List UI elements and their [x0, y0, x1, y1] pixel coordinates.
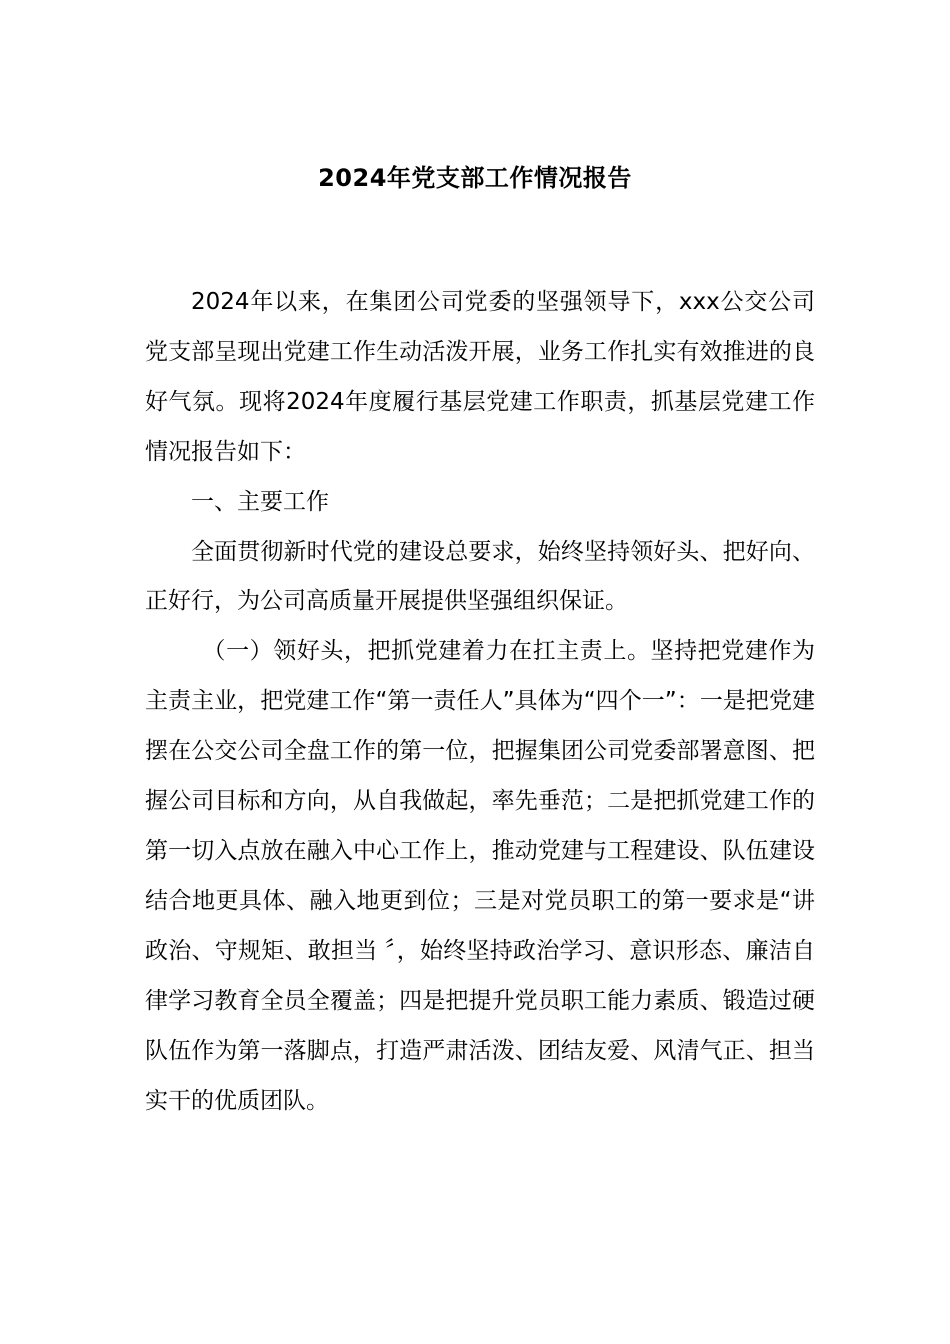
document-title: 2024年党支部工作情况报告 [318, 164, 632, 192]
paragraph-subsection-one: （一）领好头，把抓党建着力在扛主责上。坚持把党建作为主责主业，把党建工作“第一责任人”具体为“四个一”：一是把党建摆在公交公司全盘工作的第一位，把握集团公司党委部署意图、把握公司目标和方向，从自我做起，率先垂范；二是把抓党建工作的第一切入点放在融入中心工作上，推动党建与工程建设、队伍建设结合地更具体、融入地更到位；三是对党员职工的第一要求是“讲政治、守规矩、敢担当 〞，始终坚持政治学习、意识形态、廉洁自律学习教育全员全覆盖；四是把提升党员职工能力素质、锻造过硬队伍作为第一落脚点，打造严肃活泼、团结友爱、风清气正、担当实干的优质团队。 [145, 638, 815, 1114]
section-heading-main-work: 一、主要工作 [191, 488, 329, 515]
document-body [145, 278, 815, 1126]
paragraph-overview: 全面贯彻新时代党的建设总要求，始终坚持领好头、把好向、正好行，为公司高质量开展提供坚强组织保证。 [145, 538, 815, 615]
paragraph-intro: 2024年以来，在集团公司党委的坚强领导下，xxx公交公司党支部呈现出党建工作生动活泼开展，业务工作扎实有效推进的良好气氛。现将2024年度履行基层党建工作职责，抓基层党建工作情况报告如下： [145, 289, 815, 465]
